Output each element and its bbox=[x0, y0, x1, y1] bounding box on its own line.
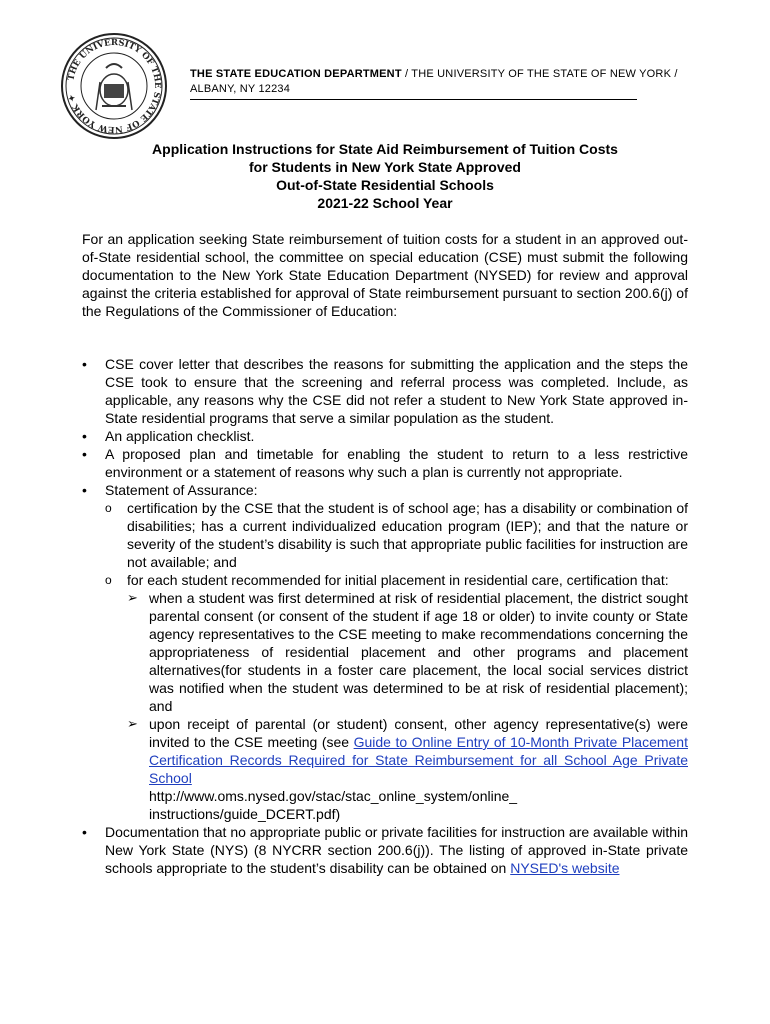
bullet-icon: • bbox=[82, 824, 87, 840]
department-name: THE STATE EDUCATION DEPARTMENT bbox=[190, 68, 402, 80]
guide-link[interactable]: Guide to Online Entry of 10-Month Private Placement Certification Records Required for State Reimbursement for all School Age Private School bbox=[149, 734, 688, 786]
sub-item: o for each student recommended for initial placement in residential care, certification that: ➢ when a student was first determined at risk of residential placement, the district sought parental consent (or consent of the student if age 18 or older) to invite county or State agency representatives to the CSE meeting to make recommendations concerning the appropriateness of residential placement and other programs and placement alternatives(for students in a foster care placement, the local social services district was notified when the student was determined to be at risk of residential placement); and ➢ upon receipt of parental (or student) consent, other agency representative(s) were invited to the CSE meeting (see Guide to Online Entry of 10-Month Private Placement Certification Records Required for State Reimbursement for all School Age Private School http://www.oms.nysed.gov/stac/stac_online_system/online_ instructions/guide_DCERT.pdf) bbox=[105, 572, 688, 822]
requirements-list bbox=[82, 355, 688, 877]
bullet-icon: • bbox=[82, 356, 87, 372]
sub-sub-item: ➢ upon receipt of parental (or student) consent, other agency representative(s) were invited to the CSE meeting (see Guide to Online Entry of 10-Month Private Placement Certification Records Required for State Reimbursement for all School Age Private School http://www.oms.nysed.gov/stac/stac_online_system/online_ instructions/guide_DCERT.pdf) bbox=[127, 716, 688, 822]
svg-text:THE UNIVERSITY OF THE STATE OF: THE UNIVERSITY OF THE STATE OF NEW YORK ✦ bbox=[66, 37, 163, 135]
intro-paragraph: For an application seeking State reimbursement of tuition costs for a student in an approved out-of-State residential school, the committee on special education (CSE) must submit the following documentation to the New York State Education Department (NYSED) for review and approval against the criteria established for approval of State reimbursement pursuant to section 200.6(j) of the Regulations of the Commissioner of Education: bbox=[82, 231, 688, 319]
sub-item: o certification by the CSE that the student is of school age; has a disability or combination of disabilities; has a current individualized education program (IEP); and that the nature or severity of the student’s disability is such that appropriate public facilities for instruction are not available; and bbox=[105, 500, 688, 570]
circle-bullet-icon: o bbox=[105, 501, 112, 515]
nysed-website-link[interactable]: NYSED's website bbox=[510, 860, 620, 876]
document-title bbox=[80, 140, 690, 212]
list-item: • A proposed plan and timetable for enabling the student to return to a less restrictive environment or a statement of reasons why such a plan is currently not appropriate. bbox=[82, 446, 688, 480]
department-header bbox=[190, 67, 680, 97]
title-line-4: 2021-22 School Year bbox=[317, 195, 453, 211]
title-line-2: for Students in New York State Approved bbox=[248, 159, 521, 175]
list-item: • CSE cover letter that describes the reasons for submitting the application and the steps the CSE took to ensure that the screening and referral process was completed. Include, as applicable, any reasons why the CSE did not refer a student to New York State approved in-State residential programs that serve a similar population as the student. bbox=[82, 356, 688, 426]
list-item: • An application checklist. bbox=[82, 428, 255, 444]
title-line-3: Out-of-State Residential Schools bbox=[276, 177, 494, 193]
state-seal-logo bbox=[60, 32, 168, 140]
arrow-bullet-icon: ➢ bbox=[127, 590, 138, 605]
list-item: • Statement of Assurance: o certification by the CSE that the student is of school age; has a disability or combination of disabilities; has a current individualized education program (IEP); and that the nature or severity of the student’s disability is such that appropriate public facilities for instruction are not available; and o for each student recommended for initial placement in residential care, certification that: ➢ when a student was first determined at risk of residential placement, the district sought parental consent (or consent of the student if age 18 or older) to invite county or State agency representatives to the CSE meeting to make recommendations concerning the appropriateness of residential placement and other programs and placement alternatives(for students in a foster care placement, the local social services district was notified when the student was determined to be at risk of residential placement); and ➢ upon receipt of parental (or student) consent, other agency representative(s) were invited to the CSE meeting (see Guide to Online Entry of 10-Month Private Placement Certification Records Required for State Reimbursement for all School Age Private School http://www.oms.nysed.gov/stac/stac_online_system/online_ instructions/guide_DCERT.pdf) bbox=[82, 482, 688, 822]
department-address: / THE UNIVERSITY OF THE STATE OF NEW YORK / ALBANY, NY 12234 bbox=[190, 68, 678, 95]
guide-url-text: http://www.oms.nysed.gov/stac/stac_online_system/online_ instructions/guide_DCERT.pdf) bbox=[149, 788, 518, 822]
sub-sub-item: ➢ when a student was first determined at risk of residential placement, the district sought parental consent (or consent of the student if age 18 or older) to invite county or State agency representatives to the CSE meeting to make recommendations concerning the appropriateness of residential placement and other programs and placement alternatives(for students in a foster care placement, the local social services district was notified when the student was determined to be at risk of residential placement); and bbox=[127, 590, 688, 714]
header-rule bbox=[190, 99, 637, 100]
title-line-1: Application Instructions for State Aid Reimbursement of Tuition Costs bbox=[152, 141, 618, 157]
circle-bullet-icon: o bbox=[105, 573, 112, 587]
list-item: • Documentation that no appropriate public or private facilities for instruction are available within New York State (NYS) (8 NYCRR section 200.6(j)). The listing of approved in-State private schools appropriate to the student’s disability can be obtained on NYSED's website bbox=[82, 824, 688, 876]
arrow-bullet-icon: ➢ bbox=[127, 716, 138, 731]
bullet-icon: • bbox=[82, 482, 87, 498]
bullet-icon: • bbox=[82, 428, 87, 444]
bullet-icon: • bbox=[82, 446, 87, 462]
